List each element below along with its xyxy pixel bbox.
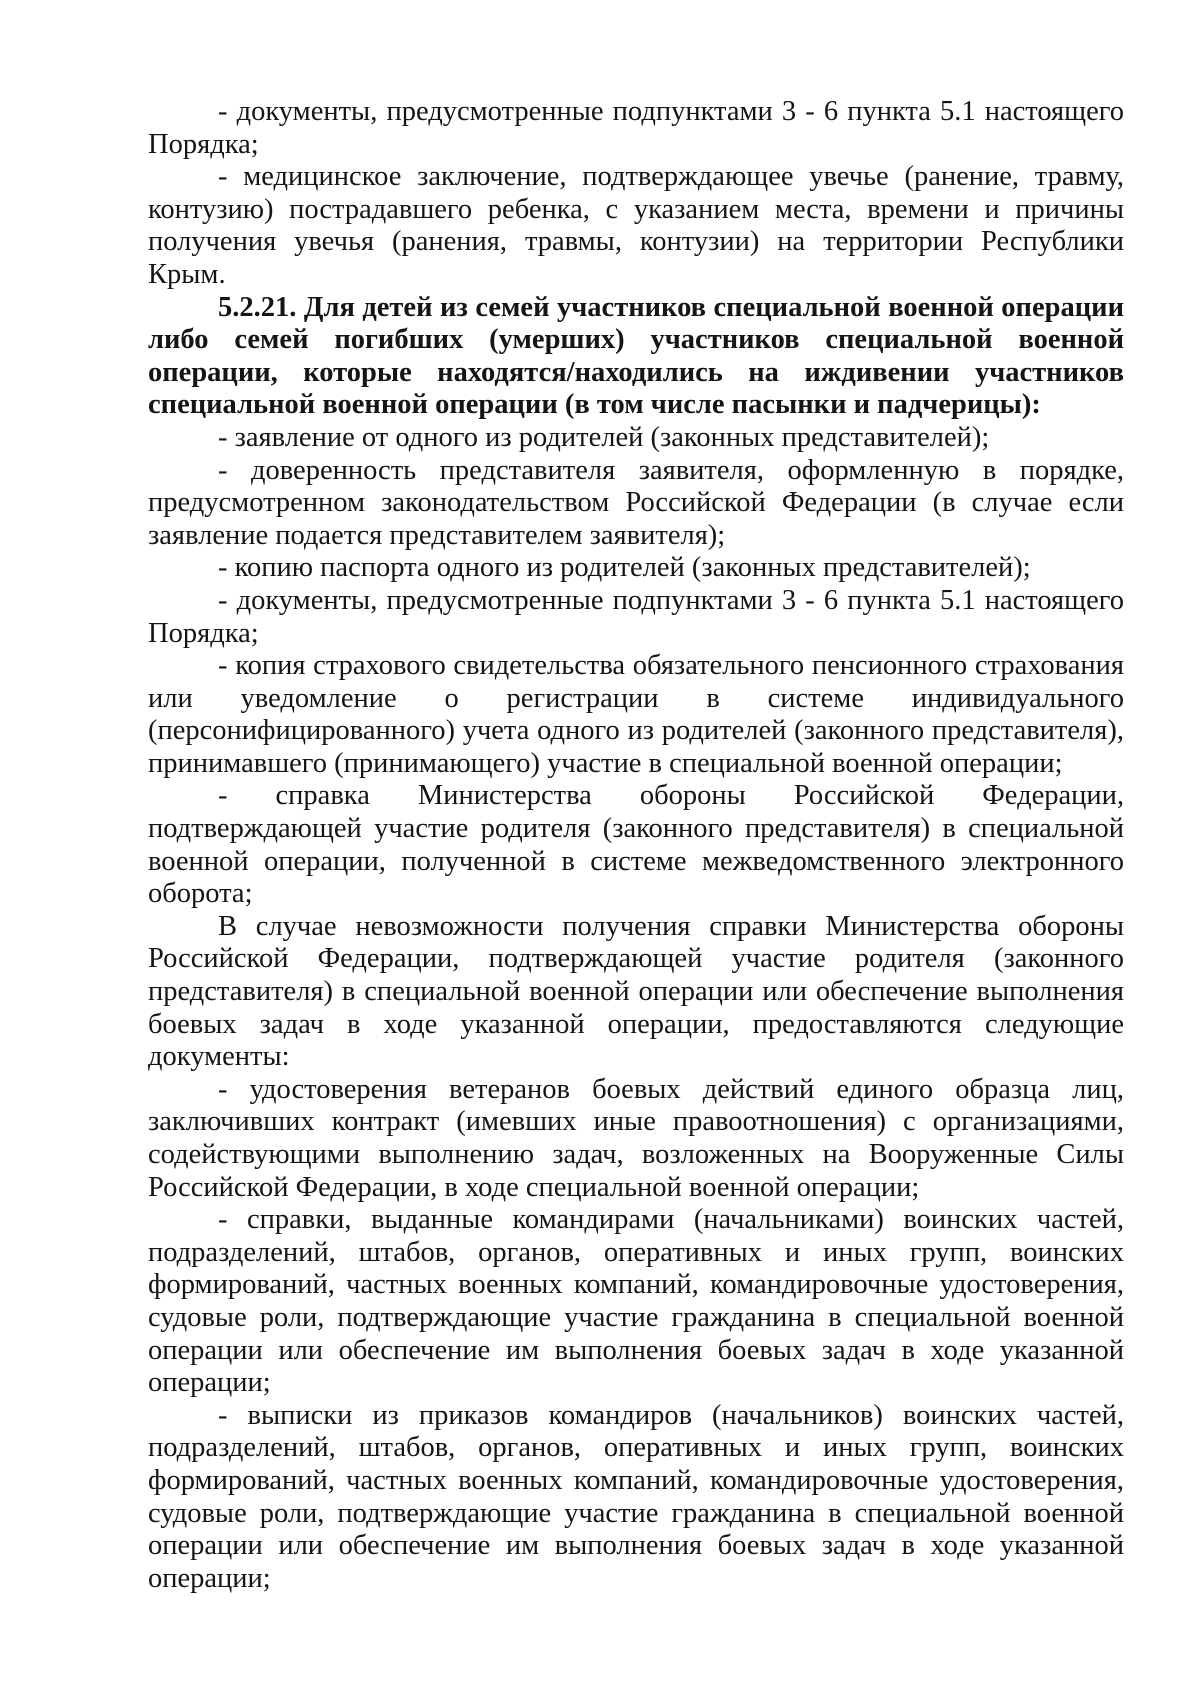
paragraph-documents-reference-2: - документы, предусмотренные подпунктами 3 - 6 пункта 5.1 настоящего Порядка;: [148, 584, 1124, 649]
document-page: [148, 96, 1124, 1595]
paragraph-veteran-certificates: - удостоверения ветеранов боевых действий единого образца лиц, заключивших контракт (имевших иные правоотношения) с организациями, содействующими выполнению задач, возложенных на Вооруженные Силы Российской Федерации, в ходе специальной военной операции;: [148, 1073, 1124, 1203]
paragraph-medical-conclusion: - медицинское заключение, подтверждающее увечье (ранение, травму, контузию) пострадавшего ребенка, с указанием места, времени и причины получения увечья (ранения, травмы, контузии) на территории Республики Крым.: [148, 161, 1124, 290]
section-heading-5-2-21: 5.2.21. Для детей из семей участников специальной военной операции либо семей погибших (умерших) участников специальной военной операции, которые находятся/находились на иждивении участников специальной военной операции (в том числе пасынки и падчерицы):: [148, 291, 1124, 421]
paragraph-impossibility-case: В случае невозможности получения справки Министерства обороны Российской Федерации, подтверждающей участие родителя (законного представителя) в специальной военной операции или обеспечение выполнения боевых задач в ходе указанной операции, предоставляются следующие документы:: [148, 910, 1124, 1073]
paragraph-commander-certificates: - справки, выданные командирами (начальниками) воинских частей, подразделений, штабов, органов, оперативных и иных групп, воинских формирований, частных военных компаний, командировочные удостоверения, судовые роли, подтверждающие участие гражданина в специальной военной операции или обеспечение им выполнения боевых задач в ходе указанной операции;: [148, 1204, 1124, 1399]
paragraph-power-of-attorney: - доверенность представителя заявителя, оформленную в порядке, предусмотренном законодательством Российской Федерации (в случае если заявление подается представителем заявителя);: [148, 454, 1124, 551]
paragraph-application: - заявление от одного из родителей (законных представителей);: [218, 421, 990, 453]
paragraph-order-extracts: - выписки из приказов командиров (начальников) воинских частей, подразделений, штабов, органов, оперативных и иных групп, воинских формирований, частных военных компаний, командировочные удостоверения, судовые роли, подтверждающие участие гражданина в специальной военной операции или обеспечение им выполнения боевых задач в ходе указанной операции;: [148, 1399, 1124, 1594]
paragraph-pension-insurance: - копия страхового свидетельства обязательного пенсионного страхования или уведомление о регистрации в системе индивидуального (персонифицированного) учета одного из родителей (законного представителя), принимавшего (принимающего) участие в специальной военной операции;: [148, 650, 1124, 779]
paragraph-defense-ministry-certificate: - справка Министерства обороны Российской Федерации, подтверждающей участие родителя (законного представителя) в специальной военной операции, полученной в системе межведомственного электронного оборота;: [148, 780, 1124, 910]
paragraph-documents-reference: - документы, предусмотренные подпунктами 3 - 6 пункта 5.1 настоящего Порядка;: [148, 96, 1124, 160]
paragraph-passport-copy: - копию паспорта одного из родителей (законных представителей);: [218, 552, 1031, 584]
